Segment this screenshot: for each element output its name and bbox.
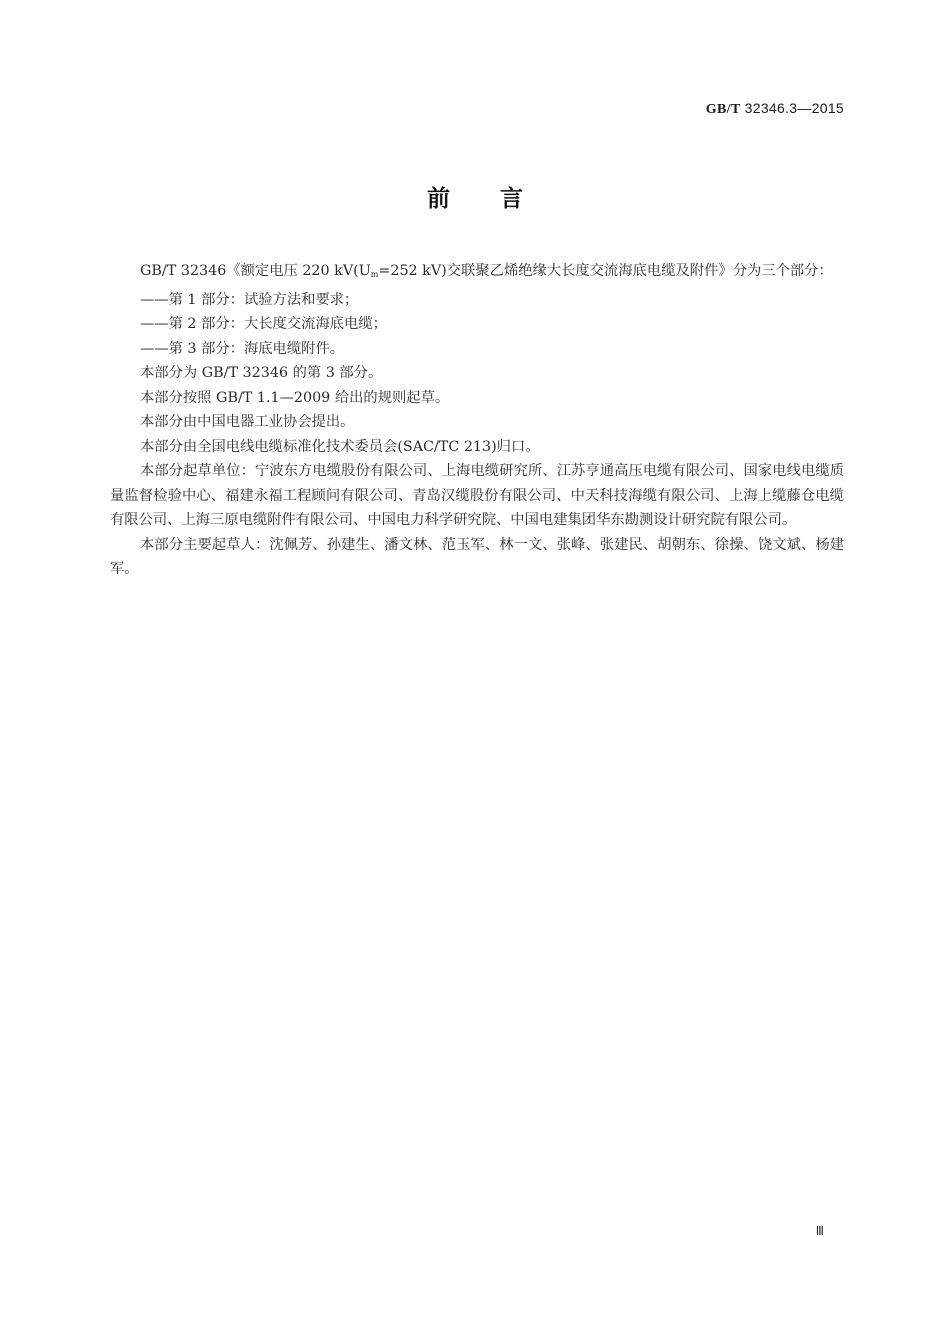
part-2-item: ——第 2 部分：大长度交流海底电缆； [140,316,387,332]
intro-paragraph [110,259,844,288]
drafters-paragraph: 本部分主要起草人：沈佩芳、孙建生、潘文林、范玉军、林一文、张峰、张建民、胡朝东、徐操、饶文斌、杨建军。 [110,536,844,577]
part-1-item: ——第 1 部分：试验方法和要求； [140,291,359,308]
foreword-body [110,259,844,582]
intro-subscript: m [370,270,379,279]
standard-number [706,100,844,118]
standard-code: 32346.3—2015 [740,100,844,116]
intro-text-start: GB/T 32346《额定电压 220 kV(U [140,263,371,279]
intro-text-end: =252 kV)交联聚乙烯绝缘大长度交流海底电缆及附件》分为三个部分： [378,263,833,279]
page-title: 前言 [427,186,573,212]
drafting-units-paragraph: 本部分起草单位：宁波东方电缆股份有限公司、上海电缆研究所、江苏亨通高压电缆有限公司、国家电线电缆质量监督检验中心、福建永福工程顾问有限公司、青岛汉缆股份有限公司、中天科技海缆有限公司、上海上缆藤仓电缆有限公司、上海三原电缆附件有限公司、中国电力科学研究院、中国电建集团华东勘测设计研究院有限公司。 [110,463,844,528]
part-3-item: ——第 3 部分：海底电缆附件。 [140,340,345,357]
drafting-rules-paragraph: 本部分按照 GB/T 1.1—2009 给出的规则起草。 [140,389,450,406]
managed-by-paragraph: 本部分由全国电线电缆标准化技术委员会(SAC/TC 213)归口。 [140,438,540,455]
page-number: Ⅲ [815,1224,824,1238]
this-part-paragraph: 本部分为 GB/T 32346 的第 3 部分。 [140,365,383,381]
proposed-by-paragraph: 本部分由中国电器工业协会提出。 [140,414,355,430]
standard-prefix: GB/T [705,102,741,117]
